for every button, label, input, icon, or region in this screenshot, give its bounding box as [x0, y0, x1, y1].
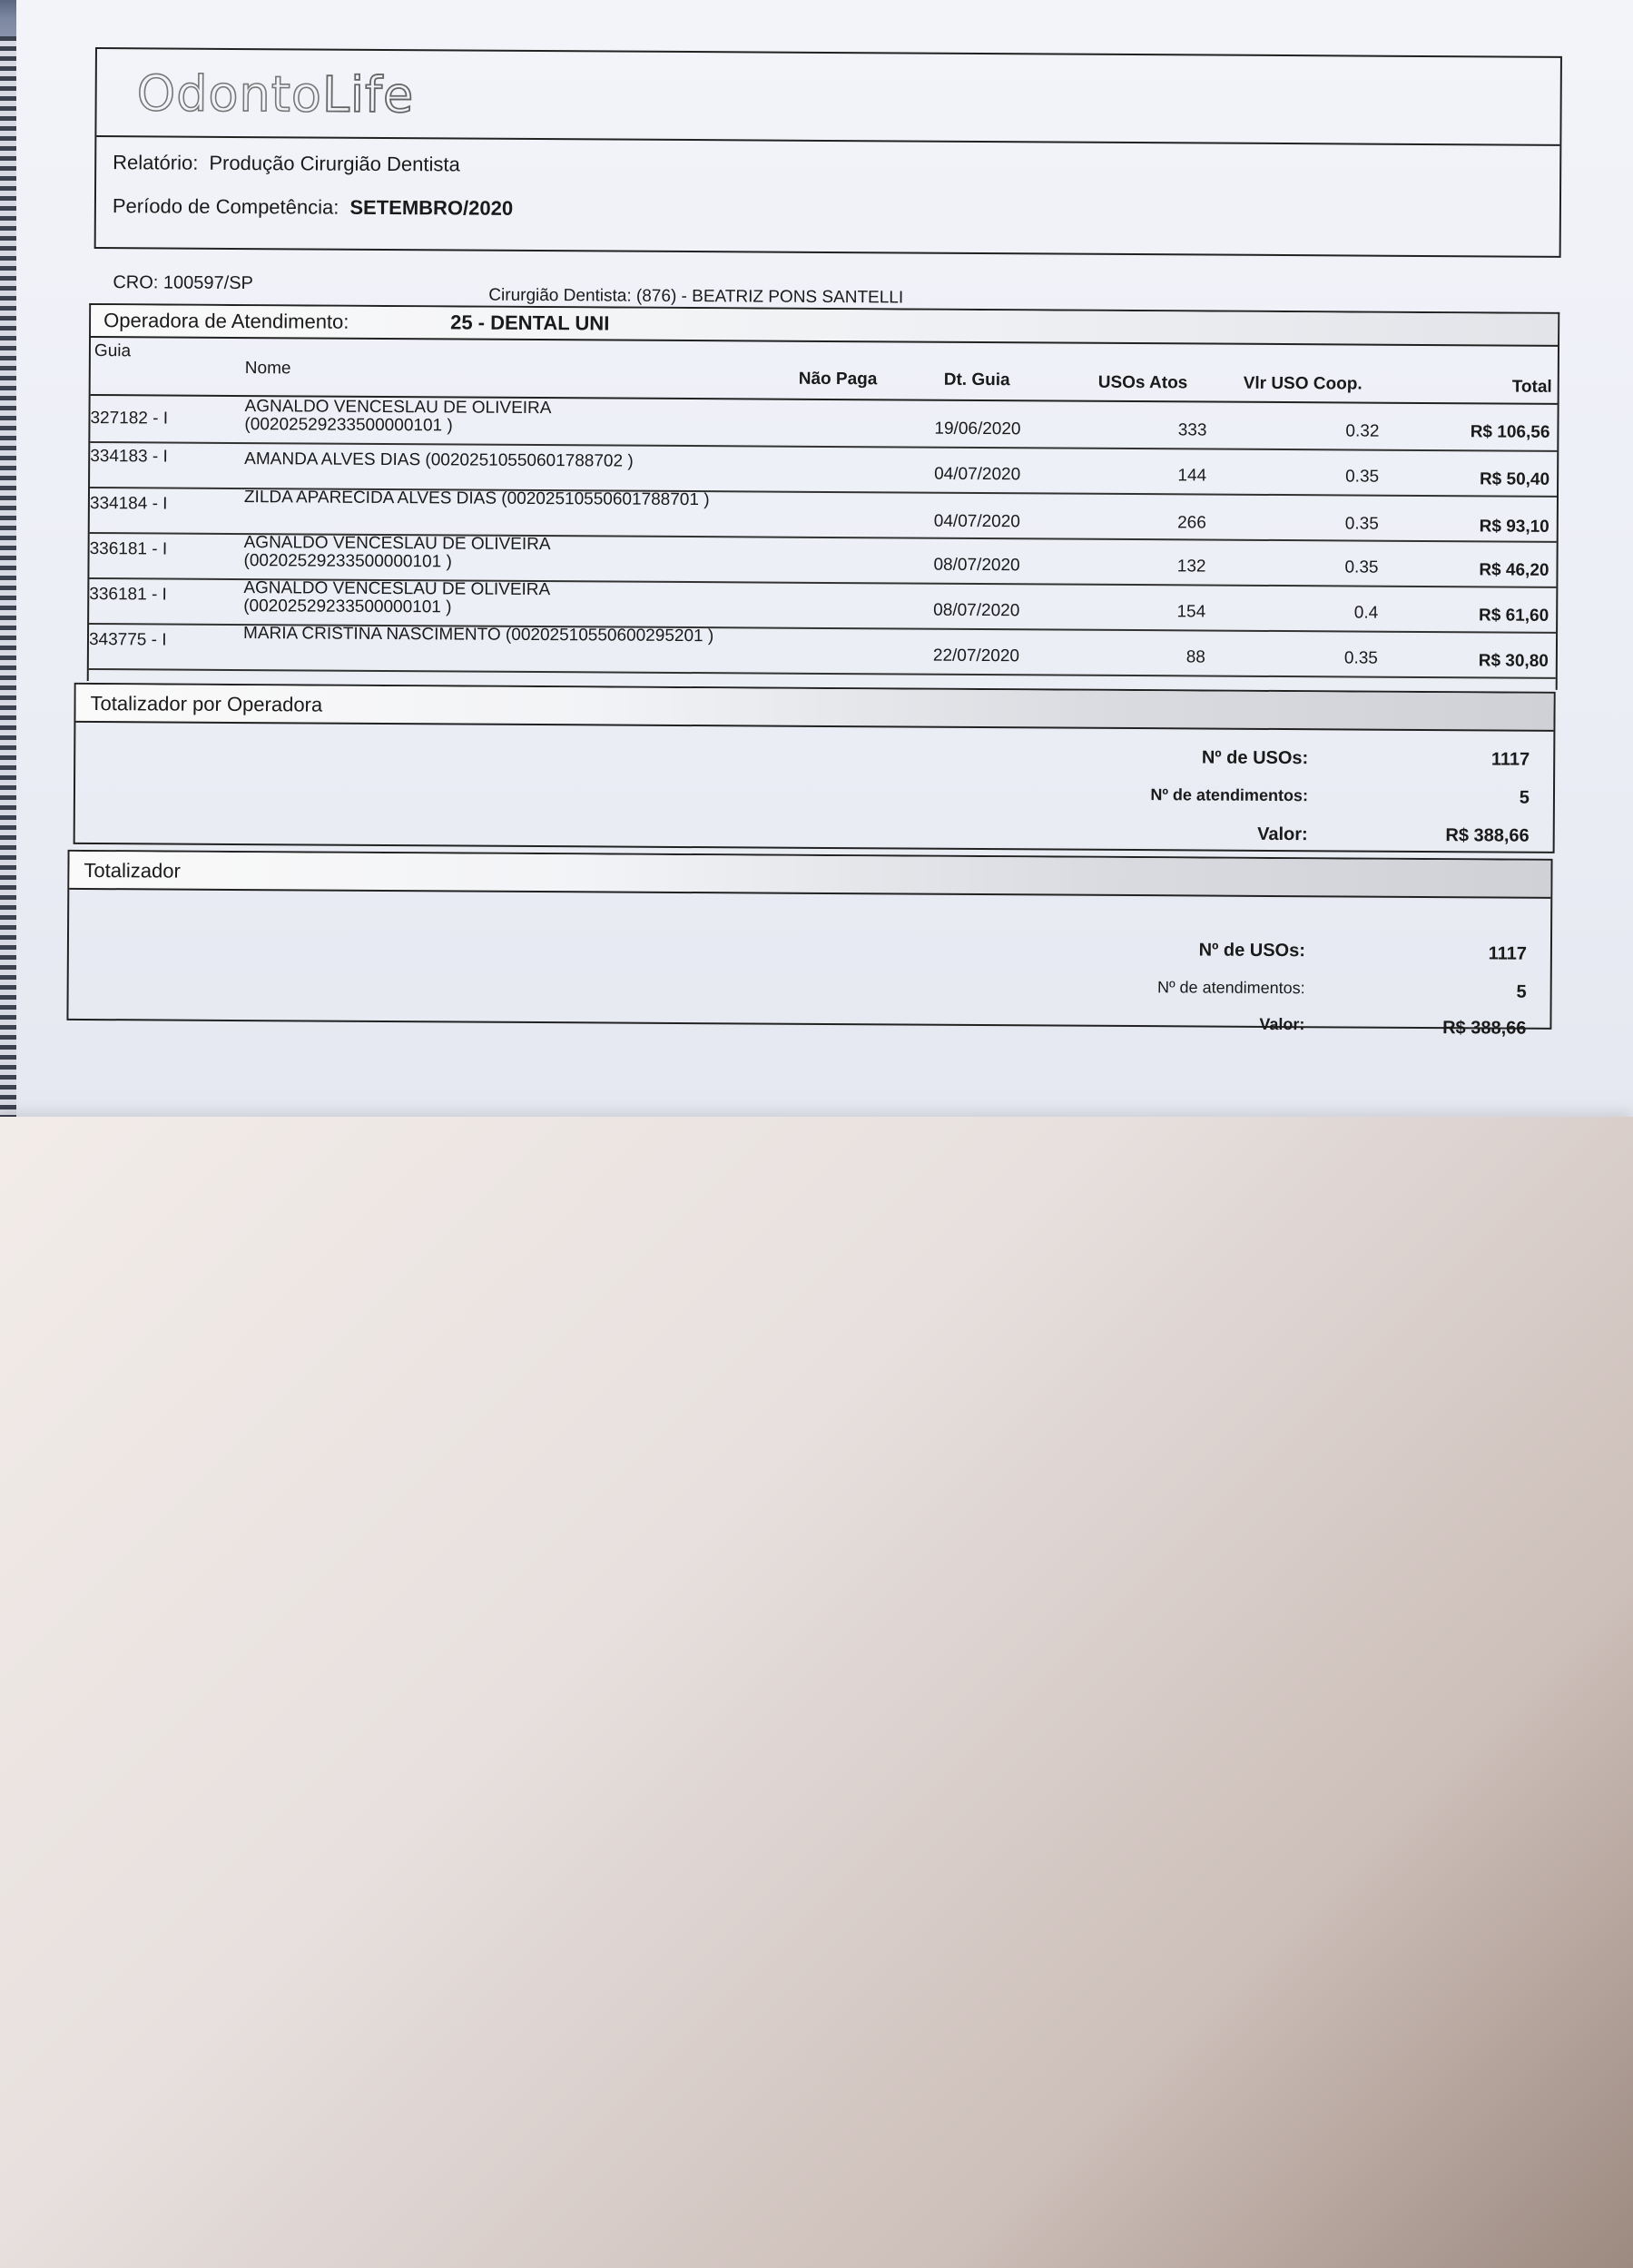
valor-label: Valor: [1259, 1014, 1305, 1034]
cell-vlr: 0.35 [1345, 467, 1380, 487]
table-row [89, 623, 1556, 679]
col-header-nao-paga: Não Paga [798, 369, 878, 390]
operator-row [91, 305, 1558, 347]
company-logo [136, 64, 415, 124]
col-header-dt-guia: Dt. Guia [943, 370, 1010, 390]
usos-count-value: 1117 [1488, 943, 1527, 964]
report-label: Relatório: [113, 151, 199, 174]
general-totals [66, 850, 1552, 1039]
operator-value: 25 - DENTAL UNI [450, 311, 610, 335]
atendimentos-label: Nº de atendimentos: [1156, 978, 1305, 998]
cell-guia: 327182 - I [90, 409, 169, 429]
cell-nome: ZILDA APARECIDA ALVES DIAS (00202510550601788701 ) [243, 488, 710, 510]
cro-number: CRO: 100597/SP [113, 272, 254, 294]
report-value: Produção Cirurgião Dentista [209, 151, 460, 176]
cell-nome: AGNALDO VENCESLAU DE OLIVEIRA [243, 578, 551, 600]
cell-guia: 336181 - I [89, 539, 168, 559]
cell-guia: 343775 - I [88, 630, 167, 650]
cell-vlr: 0.35 [1344, 514, 1379, 534]
atendimentos-value: 5 [1519, 787, 1530, 808]
cell-usos: 144 [1177, 466, 1207, 486]
cell-dt-guia: 19/06/2020 [934, 419, 1021, 439]
cell-guia: 334183 - I [90, 447, 168, 467]
period-label: Período de Competência: [112, 194, 339, 219]
col-header-vlr: Vlr USO Coop. [1243, 373, 1362, 394]
cell-vlr: 0.35 [1344, 557, 1379, 577]
cell-dt-guia: 08/07/2020 [933, 555, 1020, 576]
cell-total: R$ 46,20 [1479, 560, 1549, 580]
production-table [87, 303, 1560, 690]
valor-value: R$ 388,66 [1442, 1018, 1527, 1039]
cell-vlr: 0.4 [1353, 603, 1379, 623]
cell-guia: 334184 - I [89, 494, 168, 514]
cell-total: R$ 93,10 [1479, 517, 1549, 537]
cell-usos: 154 [1176, 602, 1206, 622]
logo-row [96, 49, 1560, 146]
col-header-guia: Guia [93, 341, 132, 361]
cell-nome-id: (00202529233500000101 ) [243, 597, 452, 617]
cell-total: R$ 30,80 [1478, 651, 1549, 671]
cell-usos: 88 [1185, 647, 1205, 667]
logo-brand-b: Life [321, 65, 415, 124]
report-type-line [113, 151, 460, 176]
cell-usos: 333 [1177, 420, 1207, 440]
operator-totals-title: Totalizador por Operadora [90, 692, 323, 716]
valor-value: R$ 388,66 [1445, 825, 1530, 846]
cell-nome-id: (00202529233500000101 ) [243, 551, 452, 572]
cell-nome: AMANDA ALVES DIAS (00202510550601788702 ) [244, 449, 634, 471]
valor-label: Valor: [1257, 823, 1308, 845]
cell-vlr: 0.32 [1345, 421, 1380, 441]
cell-nome: AGNALDO VENCESLAU DE OLIVEIRA [244, 397, 552, 419]
cell-usos: 266 [1177, 513, 1206, 533]
col-header-nome: Nome [244, 359, 291, 379]
report-header [94, 47, 1562, 258]
period-value: SETEMBRO/2020 [349, 195, 514, 220]
atendimentos-value: 5 [1516, 981, 1527, 1002]
operator-totals-title-bar [75, 685, 1553, 732]
lower-page [0, 1117, 1633, 2268]
cell-nome: AGNALDO VENCESLAU DE OLIVEIRA [243, 533, 551, 555]
cell-total: R$ 50,40 [1479, 469, 1550, 489]
cell-nome-id: (00202529233500000101 ) [244, 415, 453, 436]
general-totals-title-bar [69, 852, 1550, 899]
usos-count-label: Nº de USOs: [1198, 940, 1306, 961]
operator-totals [74, 683, 1556, 853]
general-totals-title: Totalizador [84, 858, 181, 883]
cell-total: R$ 106,56 [1470, 422, 1550, 442]
cell-dt-guia: 04/07/2020 [934, 464, 1021, 485]
logo-brand-a: Odonto [136, 64, 323, 123]
cell-vlr: 0.35 [1343, 648, 1378, 668]
col-header-total: Total [1511, 377, 1552, 397]
cell-total: R$ 61,60 [1479, 606, 1549, 626]
cell-usos: 132 [1176, 557, 1206, 577]
cell-dt-guia: 22/07/2020 [932, 646, 1020, 666]
usos-count-value: 1117 [1490, 749, 1530, 770]
operator-label: Operadora de Atendimento: [103, 309, 349, 333]
cell-guia: 336181 - I [89, 585, 167, 605]
dentist-name: Cirurgião Dentista: (876) - BEATRIZ PONS SANTELLI [488, 285, 904, 308]
cell-dt-guia: 08/07/2020 [933, 600, 1020, 621]
cell-nome: MARIA CRISTINA NASCIMENTO (00202510550600295201 ) [242, 624, 714, 646]
col-header-usos: USOs Atos [1097, 372, 1188, 393]
cell-dt-guia: 04/07/2020 [933, 511, 1020, 532]
atendimentos-label: Nº de atendimentos: [1150, 785, 1309, 805]
usos-count-label: Nº de USOs: [1201, 747, 1309, 769]
period-line [113, 194, 513, 221]
